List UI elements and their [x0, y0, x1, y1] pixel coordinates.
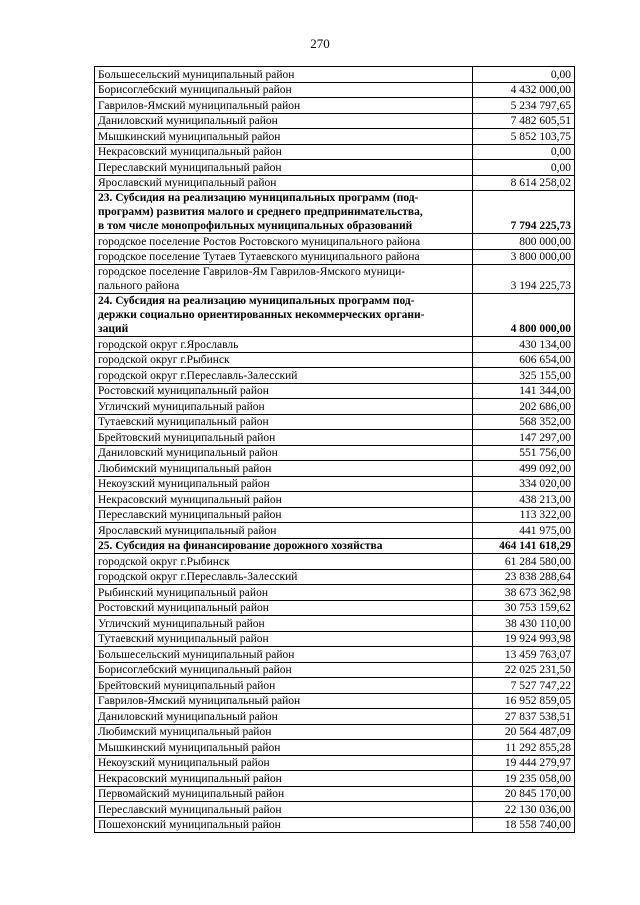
- table-row: [95, 724, 575, 740]
- recipient-name: Первомайский муниципальный район: [95, 786, 473, 802]
- recipient-name: Даниловский муниципальный район: [95, 113, 473, 129]
- recipient-name: Мышкинский муниципальный район: [95, 740, 473, 756]
- table-row: [95, 678, 575, 694]
- amount-value: 5 852 103,75: [473, 129, 575, 145]
- table-row: [95, 368, 575, 384]
- recipient-name: Переславский муниципальный район: [95, 160, 473, 176]
- table-row: [95, 144, 575, 160]
- recipient-name: Переславский муниципальный район: [95, 802, 473, 818]
- recipient-name: Мышкинский муниципальный район: [95, 129, 473, 145]
- amount-value: 30 753 159,62: [473, 600, 575, 616]
- section-row: [95, 191, 575, 234]
- amount-value: 800 000,00: [473, 234, 575, 250]
- amount-value: 11 292 855,28: [473, 740, 575, 756]
- amount-value: 19 924 993,98: [473, 631, 575, 647]
- table-row: [95, 554, 575, 570]
- amount-value: 7 527 747,22: [473, 678, 575, 694]
- recipient-name: Некрасовский муниципальный район: [95, 492, 473, 508]
- table-row: [95, 383, 575, 399]
- table-row: [95, 585, 575, 601]
- recipient-name: Некрасовский муниципальный район: [95, 144, 473, 160]
- table-row: [95, 430, 575, 446]
- recipient-name: Большесельский муниципальный район: [95, 647, 473, 663]
- amount-value: 8 614 258,02: [473, 175, 575, 191]
- recipient-name: Ростовский муниципальный район: [95, 600, 473, 616]
- table-row: [95, 755, 575, 771]
- recipient-name: Любимский муниципальный район: [95, 724, 473, 740]
- recipient-name: городской округ г.Переславль-Залесский: [95, 368, 473, 384]
- table-row: [95, 234, 575, 250]
- table-row: [95, 414, 575, 430]
- amount-value: 18 558 740,00: [473, 817, 575, 833]
- amount-value: 441 975,00: [473, 523, 575, 539]
- recipient-name: городской округ г.Рыбинск: [95, 352, 473, 368]
- recipient-name: Ярославский муниципальный район: [95, 175, 473, 191]
- table-row: [95, 129, 575, 145]
- amount-value: 20 845 170,00: [473, 786, 575, 802]
- amount-value: 430 134,00: [473, 337, 575, 353]
- table-row: [95, 569, 575, 585]
- table-row: [95, 113, 575, 129]
- amount-value: 61 284 580,00: [473, 554, 575, 570]
- recipient-name: Даниловский муниципальный район: [95, 709, 473, 725]
- recipient-name: Ярославский муниципальный район: [95, 523, 473, 539]
- section-row: [95, 294, 575, 337]
- recipient-name: Даниловский муниципальный район: [95, 445, 473, 461]
- budget-table-body: [95, 67, 575, 833]
- recipient-name: Большесельский муниципальный район: [95, 67, 473, 83]
- amount-value: 38 673 362,98: [473, 585, 575, 601]
- table-row: [95, 82, 575, 98]
- table-row: [95, 265, 575, 294]
- table-row: [95, 507, 575, 523]
- table-row: [95, 461, 575, 477]
- table-row: [95, 476, 575, 492]
- amount-value: 0,00: [473, 67, 575, 83]
- amount-value: 147 297,00: [473, 430, 575, 446]
- recipient-name: Некоузский муниципальный район: [95, 476, 473, 492]
- amount-value: 38 430 110,00: [473, 616, 575, 632]
- table-row: [95, 352, 575, 368]
- amount-value: 5 234 797,65: [473, 98, 575, 114]
- recipient-name: городской округ г.Рыбинск: [95, 554, 473, 570]
- table-row: [95, 662, 575, 678]
- amount-value: 20 564 487,09: [473, 724, 575, 740]
- table-row: [95, 817, 575, 833]
- page-number: 270: [310, 36, 330, 51]
- amount-value: 7 482 605,51: [473, 113, 575, 129]
- recipient-name: городской округ г.Ярославль: [95, 337, 473, 353]
- section-total: 4 800 000,00: [473, 294, 575, 337]
- table-row: [95, 249, 575, 265]
- amount-value: 22 130 036,00: [473, 802, 575, 818]
- recipient-name: Угличский муниципальный район: [95, 616, 473, 632]
- amount-value: 438 213,00: [473, 492, 575, 508]
- table-row: [95, 337, 575, 353]
- recipient-name: городское поселение Гаврилов-Ям Гаврилов-Ямского муници- пального района: [95, 265, 473, 294]
- amount-value: 27 837 538,51: [473, 709, 575, 725]
- recipient-name: Рыбинский муниципальный район: [95, 585, 473, 601]
- amount-value: 16 952 859,05: [473, 693, 575, 709]
- table-row: [95, 616, 575, 632]
- table-row: [95, 175, 575, 191]
- amount-value: 499 092,00: [473, 461, 575, 477]
- amount-value: 4 432 000,00: [473, 82, 575, 98]
- recipient-name: Борисоглебский муниципальный район: [95, 662, 473, 678]
- amount-value: 0,00: [473, 144, 575, 160]
- amount-value: 606 654,00: [473, 352, 575, 368]
- table-row: [95, 98, 575, 114]
- amount-value: 325 155,00: [473, 368, 575, 384]
- amount-value: 3 800 000,00: [473, 249, 575, 265]
- section-title: 25. Субсидия на финансирование дорожного хозяйства: [95, 538, 473, 554]
- table-row: [95, 771, 575, 787]
- table-row: [95, 523, 575, 539]
- recipient-name: Тутаевский муниципальный район: [95, 631, 473, 647]
- recipient-name: Борисоглебский муниципальный район: [95, 82, 473, 98]
- table-row: [95, 445, 575, 461]
- table-row: [95, 740, 575, 756]
- table-row: [95, 67, 575, 83]
- table-row: [95, 693, 575, 709]
- table-row: [95, 631, 575, 647]
- amount-value: 334 020,00: [473, 476, 575, 492]
- recipient-name: Брейтовский муниципальный район: [95, 678, 473, 694]
- recipient-name: городской округ г.Переславль-Залесский: [95, 569, 473, 585]
- recipient-name: Гаврилов-Ямский муниципальный район: [95, 98, 473, 114]
- amount-value: 3 194 225,73: [473, 265, 575, 294]
- section-title: 24. Субсидия на реализацию муниципальных программ под- держки социально ориентированных некоммерческих органи- заций: [95, 294, 473, 337]
- recipient-name: Пошехонский муниципальный район: [95, 817, 473, 833]
- amount-value: 202 686,00: [473, 399, 575, 415]
- amount-value: 0,00: [473, 160, 575, 176]
- recipient-name: Некоузский муниципальный район: [95, 755, 473, 771]
- amount-value: 551 756,00: [473, 445, 575, 461]
- recipient-name: Некрасовский муниципальный район: [95, 771, 473, 787]
- recipient-name: Гаврилов-Ямский муниципальный район: [95, 693, 473, 709]
- amount-value: 568 352,00: [473, 414, 575, 430]
- recipient-name: Тутаевский муниципальный район: [95, 414, 473, 430]
- section-title: 23. Субсидия на реализацию муниципальных программ (под- программ) развития малого и среднего предпринимательства, в том числе монопрофильных муниципальных образований: [95, 191, 473, 234]
- amount-value: 22 025 231,50: [473, 662, 575, 678]
- table-row: [95, 802, 575, 818]
- section-total: 7 794 225,73: [473, 191, 575, 234]
- recipient-name: Ростовский муниципальный район: [95, 383, 473, 399]
- recipient-name: Угличский муниципальный район: [95, 399, 473, 415]
- section-total: 464 141 618,29: [473, 538, 575, 554]
- table-row: [95, 709, 575, 725]
- recipient-name: Любимский муниципальный район: [95, 461, 473, 477]
- amount-value: 19 235 058,00: [473, 771, 575, 787]
- table-row: [95, 492, 575, 508]
- table-row: [95, 600, 575, 616]
- table-row: [95, 647, 575, 663]
- recipient-name: городское поселение Тутаев Тутаевского муниципального района: [95, 249, 473, 265]
- section-row: [95, 538, 575, 554]
- table-row: [95, 399, 575, 415]
- amount-value: 13 459 763,07: [473, 647, 575, 663]
- table-row: [95, 160, 575, 176]
- table-row: [95, 786, 575, 802]
- amount-value: 23 838 288,64: [473, 569, 575, 585]
- budget-table: [94, 66, 575, 833]
- recipient-name: Брейтовский муниципальный район: [95, 430, 473, 446]
- recipient-name: Переславский муниципальный район: [95, 507, 473, 523]
- recipient-name: городское поселение Ростов Ростовского муниципального района: [95, 234, 473, 250]
- amount-value: 113 322,00: [473, 507, 575, 523]
- amount-value: 19 444 279,97: [473, 755, 575, 771]
- amount-value: 141 344,00: [473, 383, 575, 399]
